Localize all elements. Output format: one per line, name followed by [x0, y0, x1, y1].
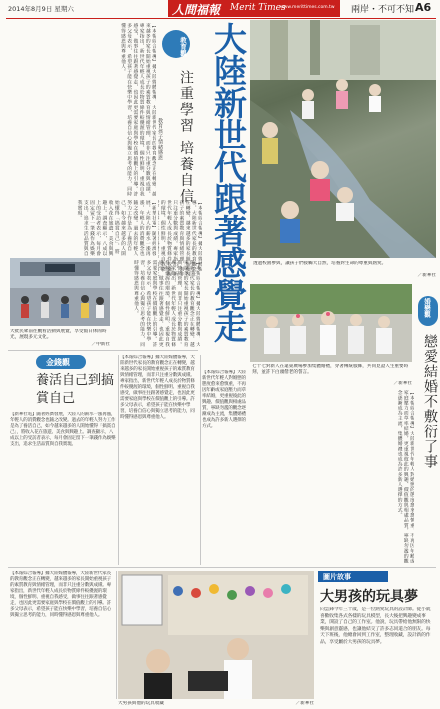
- main-story-body-mid: 【本報綜合報導】據大陸媒體報導，大陸新世代家長的教育觀念正在轉變，越來越多的家長開始重視孩子的素質教育與情緒管理，而非只注重分數與成績。專家指出，新世代年輕人成長於物質條件較優渥的環境，個性鮮明、重視自我感受，做事往往跟著感覺走，也因此更需要家庭與學校在價值觀上的引導。許多父母表示，希望孩子能在快樂中學習，培養自信心與獨立思考的能力，同時懂得感恩與尊重他人。: [132, 260, 200, 347]
- money-story-body-2: 【本報綜合報導】據大陸媒體報導，大陸新世代家長的教育觀念正在轉變，越來越多的家長開始重視孩子的素質教育與情緒管理，而非只注重分數與成績。專家指出，新世代年輕人成長於物質條件較優渥的環境，個性鮮明、重視自我感受，做事往往跟著感覺走，也因此更需要家庭與學校在價值觀上的引導。許多父母表示，希望孩子能在快樂中學習，培養自信心與獨立思考的能力，同時懂得感恩與尊重他人。: [120, 355, 195, 420]
- photo-kids-stream: [250, 20, 436, 258]
- kids-stream-scene: [250, 20, 436, 258]
- crowd-scene: [10, 258, 110, 326]
- photo-story-tag: 圖片故事: [323, 573, 351, 581]
- main-story-body-left-2: 【新華社電】隨著經濟發展，大陸人的薪水一漲再漲，年輕人的消費觀念也隨之改變。過去的年輕人努力工作是為了養活自己，如今越來越多的人開始懂得「搞賞自己」，將收入花在旅遊、美食與興趣上。調查顯示，八成以上的受訪者表示，每月會固定留下一筆錢作為娛樂支出，追求生活品質與自我實現。: [76, 200, 156, 257]
- photo-toys: [118, 571, 314, 699]
- bottom-left-body: 【本報綜合報導】據大陸媒體報導，大陸新世代家長的教育觀念正在轉變，越來越多的家長開始重視孩子的素質教育與情緒管理，而非只注重分數與成績。專家指出，新世代年輕人成長於物質條件較優渥的環境，個性鮮明、重視自我感受，做事往往跟著感覺走，也因此更需要家庭與學校在價值觀上的引導。許多父母表示，希望孩子能在快樂中學習，培養自信心與獨立思考的能力，同時懂得感恩與尊重他人。: [10, 571, 112, 618]
- left-story-rule: [8, 350, 198, 351]
- kids-stream-credit: ／新華社: [417, 273, 436, 278]
- money-story-body: 【新華社電】隨著經濟發展，大陸人的薪水一漲再漲，年輕人的消費觀念也隨之改變。過去的年輕人努力工作是為了養活自己，如今越來越多的人開始懂得「搞賞自己」，將收入花在旅遊、美食與興趣上。調查顯示，八成以上的受訪者表示，每月會固定留下一筆錢作為娛樂支出，追求生活品質與自我實現。: [10, 412, 116, 447]
- page-number: A6: [415, 1, 432, 14]
- photo-story-title: 大男孩的玩具夢: [320, 589, 418, 605]
- education-subhead: 注重學習 培養自信: [178, 70, 194, 205]
- wedding-scene: [250, 284, 412, 362]
- marriage-kicker-label: 婚戀觀: [423, 298, 431, 318]
- header-rule: [6, 18, 436, 19]
- toys-caption: 大男孩與他的玩具收藏: [118, 701, 164, 706]
- main-story-body-left: 【本報綜合報導】據大陸媒體報導，大陸新世代家長的教育觀念正在轉變，越來越多的家長開始重視孩子的素質教育與情緒管理，而非只注重分數與成績。專家指出，新世代年輕人成長於物質條件較優渥的環境，個性鮮明、重視自我感受，做事往往跟著感覺走，也因此更需要家庭與學校在價值觀上的引導。許多父母表示，希望孩子能在快樂中學習，培養自信心與獨立思考的能力，同時懂得感恩與尊重他人。: [119, 23, 156, 197]
- money-kicker-label: 金錢觀: [46, 358, 70, 367]
- wedding-caption: 七十七對新人在遠東廣場參加集體婚禮，穿著傳統服飾，共同見證人生重要時刻，並許下白頭偕老的誓言。: [252, 364, 409, 375]
- header-website: www.merittimes.com.tw: [280, 5, 335, 10]
- kids-stream-caption: 透過校園參與，讓孩子們接觸大自然，培養對生命的尊重與熱愛。: [253, 261, 387, 266]
- photo-story-box: [318, 571, 436, 703]
- photo-wedding: [250, 284, 412, 362]
- column-rule-2: [200, 355, 201, 565]
- marriage-headline: 戀愛結婚不敷衍了事: [422, 334, 438, 469]
- bottom-rule: [8, 567, 436, 568]
- toys-scene: [118, 571, 314, 699]
- education-kicker-label: 教育觀: [179, 37, 187, 57]
- money-headline: 養活自己到搞賞自己: [36, 373, 115, 406]
- crowd-credit: ／中新社: [91, 342, 110, 347]
- masthead-english: Merit Times: [230, 3, 286, 13]
- center-story-body: 【本報綜合報導】大陸新世代年輕人對婚戀的態度愈來愈慎重，不再因年齡或家庭壓力而草率結婚，更重視彼此的興趣、價值觀與相處品質，寧缺勿濫的觀念逐漸成為主流，集體婚禮也成為許多新人選擇的方式。: [202, 370, 246, 429]
- marriage-story-body: 【本報綜合報導】大陸新世代年輕人對婚戀的態度愈來愈慎重，不再因年齡或家庭壓力而草率結婚，更重視彼此的興趣、價值觀與相處品質，寧缺勿濫的觀念逐漸成為主流，集體婚禮也成為許多新人選擇的方式。: [396, 390, 414, 564]
- main-story-body-center: 【本報綜合報導】據大陸媒體報導，大陸新世代家長的教育觀念正在轉變，越來越多的家長開始重視孩子的素質教育與情緒管理，而非只注重分數與成績。專家指出，新世代年輕人成長於物質條件較優渥的環境，個性鮮明、重視自我感: [159, 200, 202, 277]
- crowd-caption: 大批民眾前往觀看活動與展覽，享受假日休閒時光，展現多元文化。: [10, 329, 107, 340]
- page-header: [0, 0, 440, 18]
- masthead-logo: 人間福報: [172, 3, 221, 17]
- header-date: 2014年8月9日 星期六: [8, 5, 74, 13]
- section-name: 兩岸・不可不知: [351, 5, 415, 15]
- photo-story-body: 向雲鋒今年三十歲，是一位熱愛玩具的設計師。從小就喜歡收集各式各樣的玩具模型，長大後把興趣變成事業，開設了自己的工作室。他說，玩具帶給他無限的快樂與創意靈感，也讓他結交了許多志同道合的朋友。每天下班後，他總會回到工作室，整理收藏，設計新的作品，享受屬於大男孩的玩具夢。: [320, 607, 431, 645]
- column-rule-3: [116, 571, 117, 699]
- toys-credit: ／新華社: [295, 701, 314, 706]
- column-rule-1: [118, 355, 119, 565]
- education-byline: 教育孩子情緒感恩: [157, 118, 163, 161]
- main-headline-text: 大陸新世代跟著感覺走: [209, 22, 248, 342]
- wedding-credit: ／新華社: [393, 381, 412, 386]
- main-headline: [200, 22, 250, 367]
- photo-crowd: [10, 258, 110, 326]
